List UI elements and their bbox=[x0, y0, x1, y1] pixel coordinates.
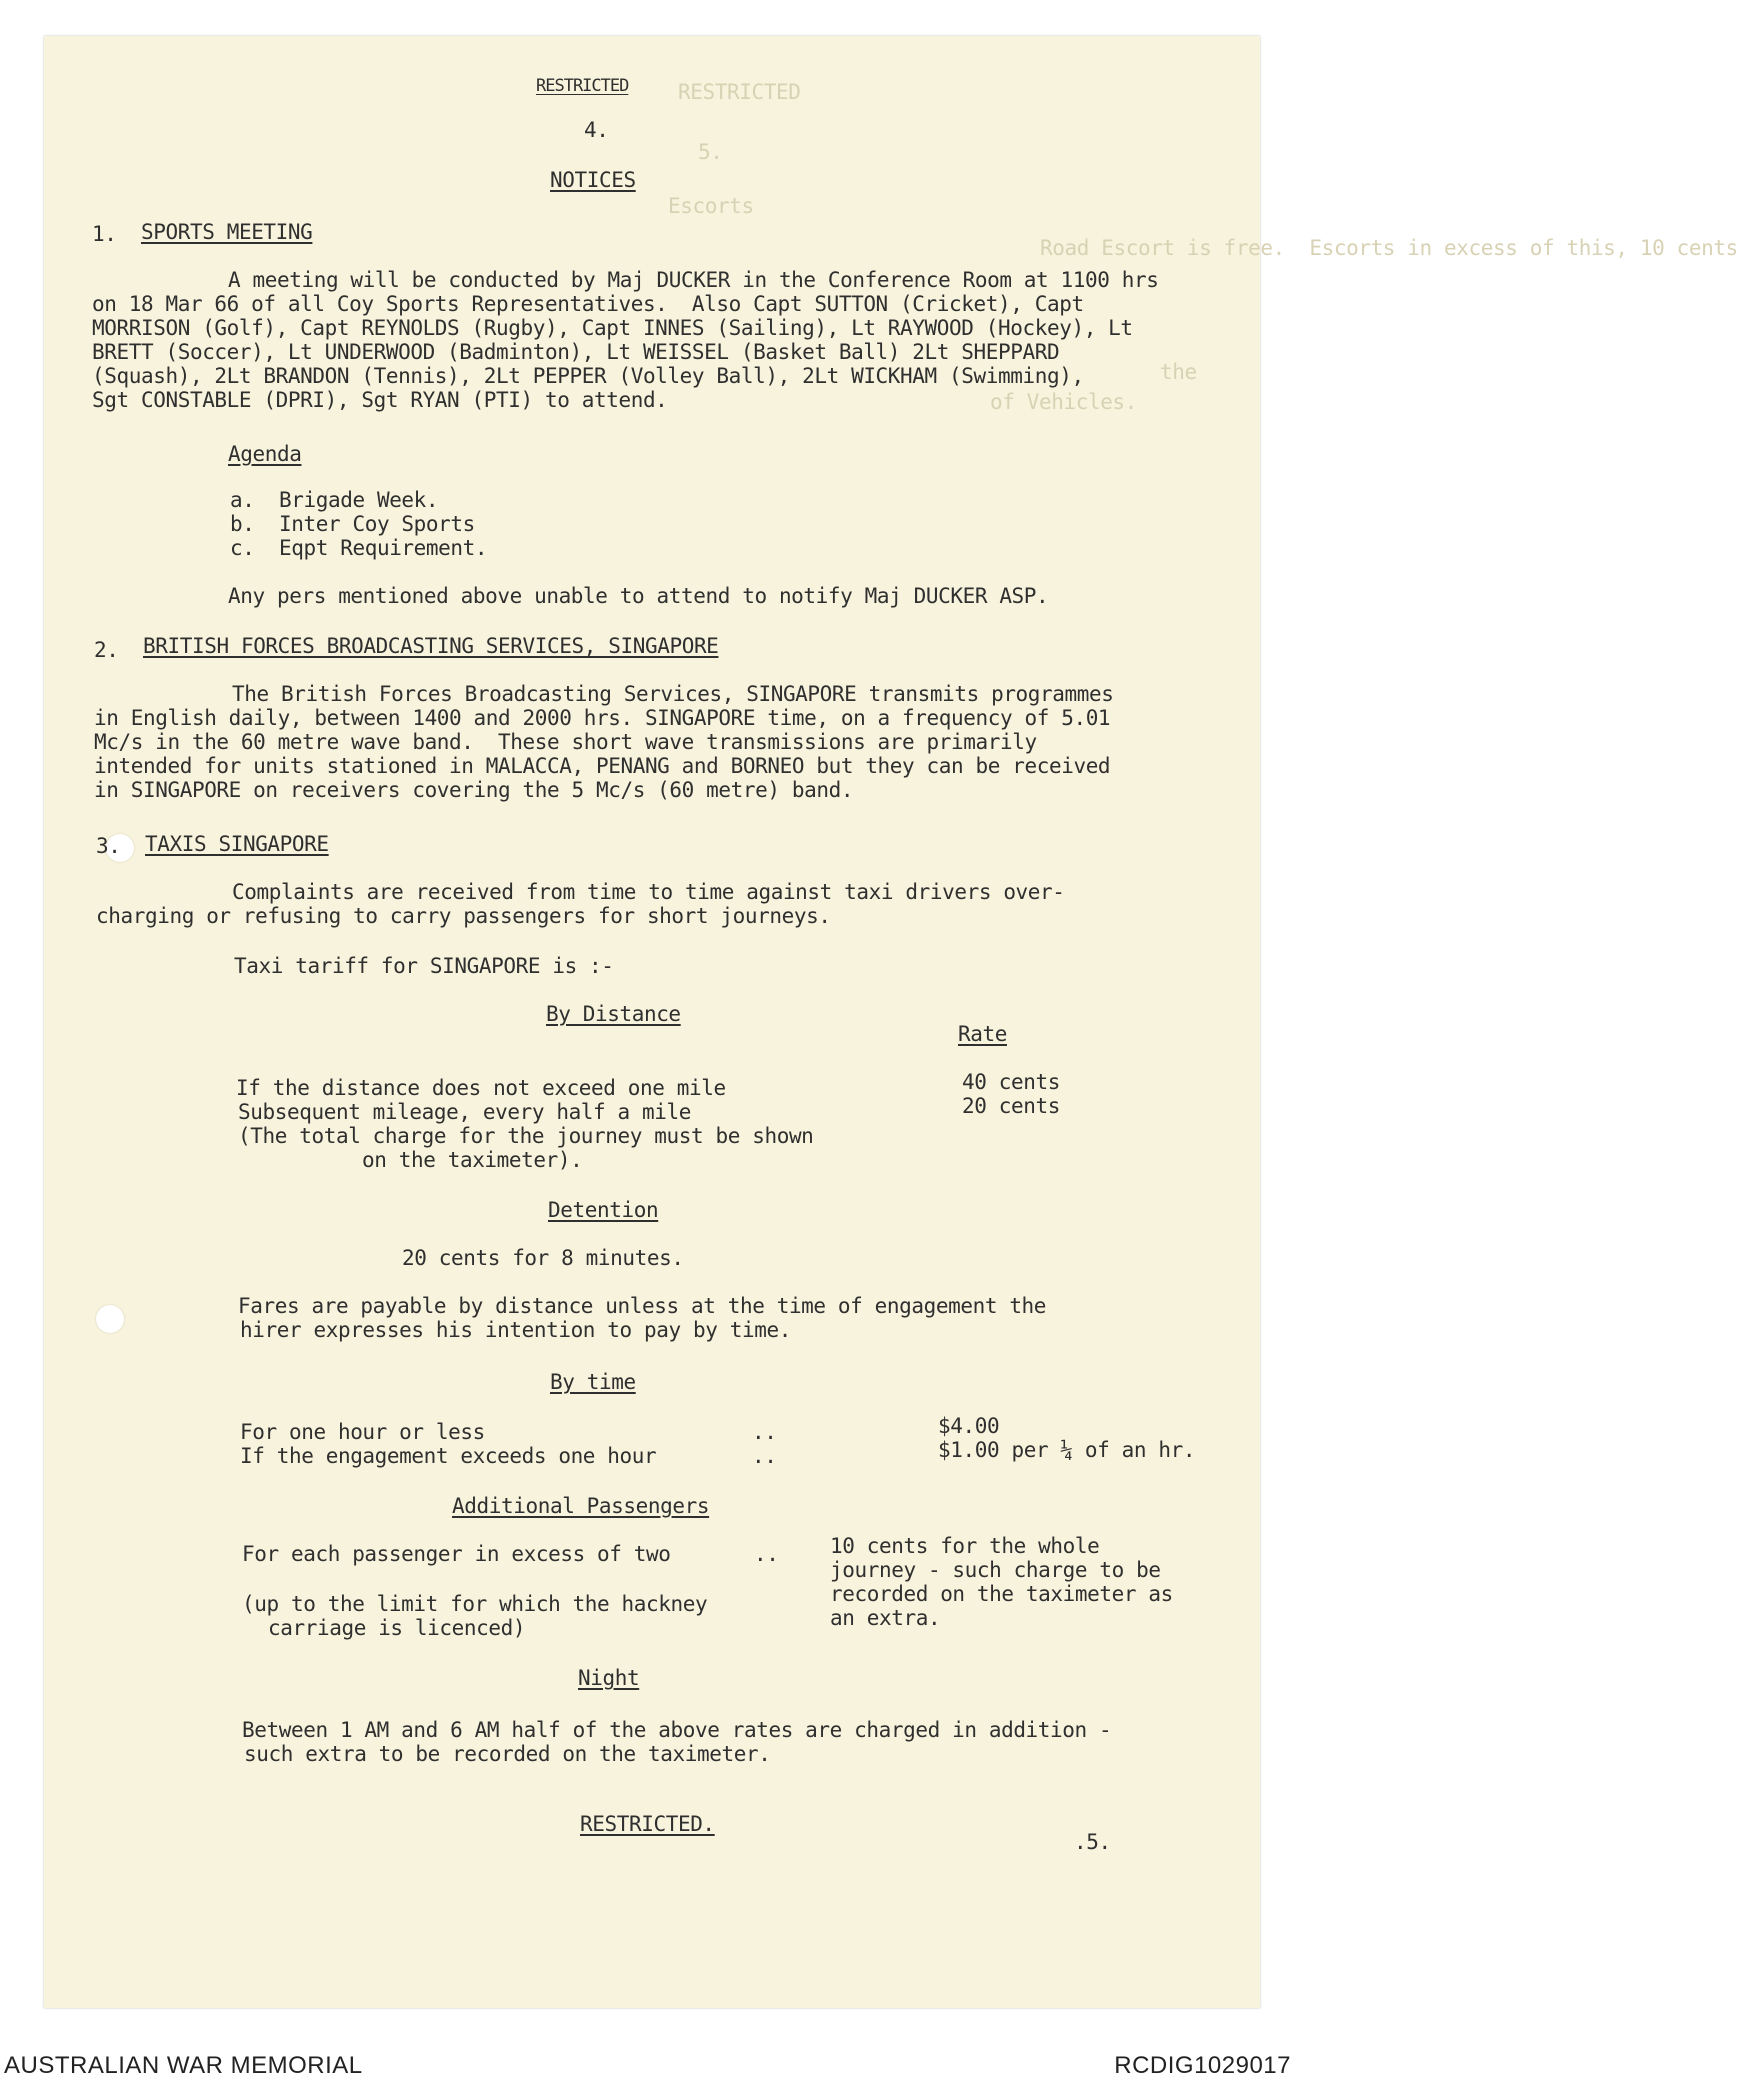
by-time-label: For one hour or less bbox=[240, 1420, 485, 1444]
tariff-row-label: If the distance does not exceed one mile bbox=[236, 1076, 726, 1100]
body-line: (Squash), 2Lt BRANDON (Tennis), 2Lt PEPPER (Volley Ball), 2Lt WICKHAM (Swimming), bbox=[92, 364, 1084, 388]
by-time-rate: $4.00 bbox=[938, 1414, 1000, 1438]
leader-dots: .. bbox=[752, 1444, 777, 1468]
agenda-letter: c. bbox=[230, 536, 255, 560]
body-line: Mc/s in the 60 metre wave band. These short wave transmissions are primarily bbox=[94, 730, 1037, 754]
section-number: 1. bbox=[92, 222, 117, 246]
leader-dots: .. bbox=[752, 1420, 777, 1444]
next-page-number: .5. bbox=[1074, 1830, 1111, 1854]
agenda-letter: a. bbox=[230, 488, 255, 512]
classification-bottom: RESTRICTED. bbox=[580, 1812, 715, 1836]
tariff-note: (The total charge for the journey must be shown bbox=[238, 1124, 814, 1148]
bleed-through-text: Road Escort is free. Escorts in excess of this, 10 cents bbox=[1040, 236, 1738, 260]
passenger-note: (up to the limit for which the hackney bbox=[242, 1592, 708, 1616]
section-number: 3. bbox=[96, 834, 121, 858]
detention-title: Detention bbox=[548, 1198, 659, 1222]
bleed-through-text: of Vehicles. bbox=[990, 390, 1137, 414]
body-line: Any pers mentioned above unable to attend to notify Maj DUCKER ASP. bbox=[228, 584, 1049, 608]
body-line: Fares are payable by distance unless at the time of engagement the bbox=[238, 1294, 1047, 1318]
body-line: BRETT (Soccer), Lt UNDERWOOD (Badminton), Lt WEISSEL (Basket Ball) 2Lt SHEPPARD bbox=[92, 340, 1060, 364]
passenger-note: carriage is licenced) bbox=[268, 1616, 526, 1640]
page-title: NOTICES bbox=[550, 168, 636, 192]
classification-top: RESTRICTED bbox=[536, 76, 629, 96]
night-line: Between 1 AM and 6 AM half of the above rates are charged in addition - bbox=[242, 1718, 1112, 1742]
body-line: in English daily, between 1400 and 2000 hrs. SINGAPORE time, on a frequency of 5.01 bbox=[94, 706, 1111, 730]
detention-text: 20 cents for 8 minutes. bbox=[402, 1246, 684, 1270]
by-distance-title: By Distance bbox=[546, 1002, 681, 1026]
by-time-title: By time bbox=[550, 1370, 636, 1394]
body-line: intended for units stationed in MALACCA, PENANG and BORNEO but they can be received bbox=[94, 754, 1111, 778]
bleed-through-text: 5. bbox=[698, 140, 723, 164]
archive-footer-right: RCDIG1029017 bbox=[1114, 2052, 1291, 2079]
agenda-item: Brigade Week. bbox=[279, 488, 439, 512]
bleed-through-text: RESTRICTED bbox=[678, 80, 801, 104]
passenger-charge: 10 cents for the whole bbox=[830, 1534, 1100, 1558]
body-line: MORRISON (Golf), Capt REYNOLDS (Rugby), Capt INNES (Sailing), Lt RAYWOOD (Hockey), Lt bbox=[92, 316, 1133, 340]
agenda-letter: b. bbox=[230, 512, 255, 536]
tariff-intro: Taxi tariff for SINGAPORE is :- bbox=[234, 954, 614, 978]
bleed-through-text: the bbox=[1160, 360, 1197, 384]
body-line: The British Forces Broadcasting Services, SINGAPORE transmits programmes bbox=[232, 682, 1114, 706]
agenda-item: Eqpt Requirement. bbox=[279, 536, 488, 560]
agenda-item: Inter Coy Sports bbox=[279, 512, 475, 536]
by-time-label: If the engagement exceeds one hour bbox=[240, 1444, 657, 1468]
section-heading: BRITISH FORCES BROADCASTING SERVICES, SINGAPORE bbox=[143, 634, 719, 658]
body-line: in SINGAPORE on receivers covering the 5 Mc/s (60 metre) band. bbox=[94, 778, 854, 802]
tariff-row-label: Subsequent mileage, every half a mile bbox=[238, 1100, 691, 1124]
body-line: A meeting will be conducted by Maj DUCKER in the Conference Room at 1100 hrs bbox=[228, 268, 1159, 292]
body-line: on 18 Mar 66 of all Coy Sports Representatives. Also Capt SUTTON (Cricket), Capt bbox=[92, 292, 1084, 316]
passenger-label: For each passenger in excess of two bbox=[242, 1542, 671, 1566]
additional-passengers-title: Additional Passengers bbox=[452, 1494, 710, 1518]
bleed-through-text: Escorts bbox=[668, 194, 754, 218]
passenger-charge: recorded on the taximeter as bbox=[830, 1582, 1173, 1606]
agenda-title: Agenda bbox=[228, 442, 302, 466]
passenger-charge: an extra. bbox=[830, 1606, 941, 1630]
page-number: 4. bbox=[584, 118, 609, 142]
leader-dots: .. bbox=[754, 1542, 779, 1566]
rate-header: Rate bbox=[958, 1022, 1007, 1046]
body-line: charging or refusing to carry passengers for short journeys. bbox=[96, 904, 831, 928]
tariff-note: on the taximeter). bbox=[362, 1148, 583, 1172]
by-time-rate: $1.00 per ¼ of an hr. bbox=[938, 1438, 1196, 1462]
tariff-row-rate: 20 cents bbox=[962, 1094, 1060, 1118]
body-line: Sgt CONSTABLE (DPRI), Sgt RYAN (PTI) to attend. bbox=[92, 388, 668, 412]
section-number: 2. bbox=[94, 638, 119, 662]
tariff-row-rate: 40 cents bbox=[962, 1070, 1060, 1094]
body-line: hirer expresses his intention to pay by time. bbox=[240, 1318, 791, 1342]
body-line: Complaints are received from time to time against taxi drivers over- bbox=[232, 880, 1065, 904]
punch-hole bbox=[96, 1305, 124, 1333]
night-title: Night bbox=[578, 1666, 640, 1690]
archive-footer-left: AUSTRALIAN WAR MEMORIAL bbox=[4, 2052, 363, 2079]
section-heading: TAXIS SINGAPORE bbox=[145, 832, 329, 856]
section-heading: SPORTS MEETING bbox=[141, 220, 313, 244]
passenger-charge: journey - such charge to be bbox=[830, 1558, 1161, 1582]
night-line: such extra to be recorded on the taximeter. bbox=[244, 1742, 771, 1766]
